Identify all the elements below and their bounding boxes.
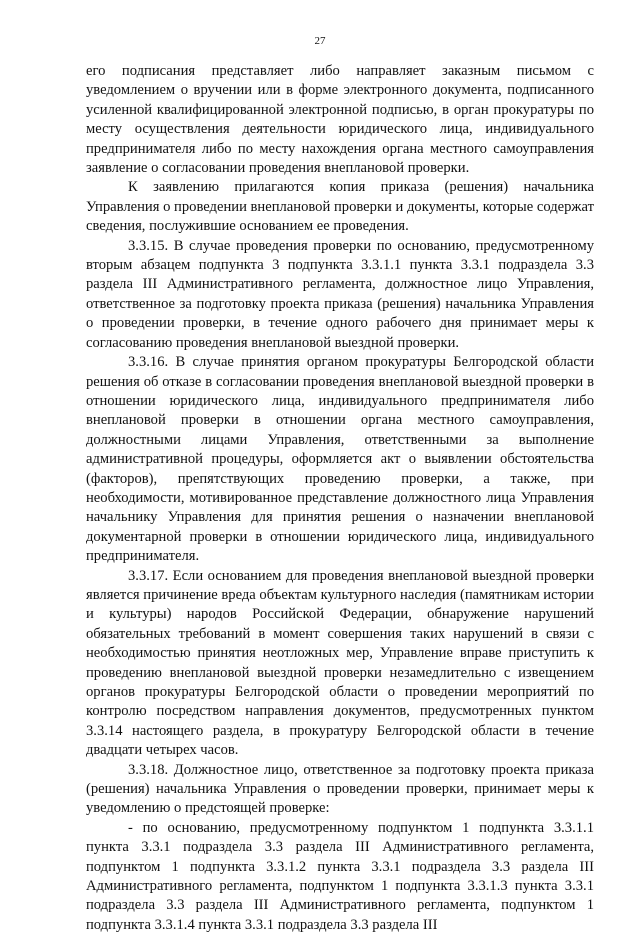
paragraph-3-3-18: 3.3.18. Должностное лицо, ответственное за подготовку проекта приказа (решения) начальника Управления о проведении проверки, принимает меры к уведомлению о предстоящей проверке:: [86, 761, 594, 817]
document-body: [86, 62, 594, 935]
paragraph-attachments: К заявлению прилагаются копия приказа (решения) начальника Управления о проведении внеплановой проверки и документы, которые содержат сведения, послужившие основанием ее проведения.: [86, 179, 594, 235]
paragraph-3-3-15: 3.3.15. В случае проведения проверки по основанию, предусмотренному вторым абзацем подпункта 3 подпункта 3.3.1.1 пункта 3.3.1 подраздела 3.3 раздела III Административного регламента, должностное лицо Управления, ответственное за подготовку проекта приказа (решения) начальника Управления о проведении проверки, в течение одного рабочего дня принимает меры к согласованию проведения внеплановой выездной проверки.: [86, 237, 594, 351]
paragraph-list-item: - по основанию, предусмотренному подпунктом 1 подпункта 3.3.1.1 пункта 3.3.1 подраздела 3.3 раздела III Административного регламента, подпунктом 1 подпункта 3.3.1.2 пункта 3.3.1 подраздела 3.3 раздела III Административного регламента, подпунктом 1 подпункта 3.3.1.3 пункта 3.3.1 подраздела 3.3 раздела III Административного регламента, подпунктом 1 подпункта 3.3.1.4 пункта 3.3.1 подраздела 3.3 раздела III: [86, 819, 594, 933]
page-number: 27: [314, 35, 326, 47]
paragraph-3-3-16: 3.3.16. В случае принятия органом прокуратуры Белгородской области решения об отказе в согласовании проведения внеплановой выездной проверки в отношении юридического лица, индивидуального предпринимателя либо внеплановой проверки в отношении органа местного самоуправления, должностными лицами Управления, ответственными за выполнение административной процедуры, оформляется акт о выявлении обстоятельства (факторов), препятствующих проведению проверки, а также, при необходимости, мотивированное представление должностного лица Управления начальнику Управления для принятия решения о назначении внеплановой документарной проверки в отношении юридического лица, индивидуального предпринимателя.: [86, 354, 594, 565]
paragraph-continuation: его подписания представляет либо направляет заказным письмом с уведомлением о вручении или в форме электронного документа, подписанного усиленной квалифицированной электронной подписью, в орган прокуратуры по месту осуществления деятельности юридического лица, индивидуального предпринимателя либо по месту нахождения органа местного самоуправления заявление о согласовании проведения внеплановой проверки.: [86, 63, 594, 177]
paragraph-3-3-17: 3.3.17. Если основанием для проведения внеплановой выездной проверки является причинение вреда объектам культурного наследия (памятникам истории и культуры) народов Российской Федерации, обнаружение нарушений обязательных требований в момент совершения таких нарушений в связи с необходимостью принятия неотложных мер, Управление вправе приступить к проведению внеплановой выездной проверки незамедлительно с извещением органов прокуратуры Белгородской области о проведении мероприятий по контролю посредством направления документов, предусмотренных пунктом 3.3.14 настоящего раздела, в прокуратуру Белгородской области в течение двадцати четырех часов.: [86, 567, 594, 759]
